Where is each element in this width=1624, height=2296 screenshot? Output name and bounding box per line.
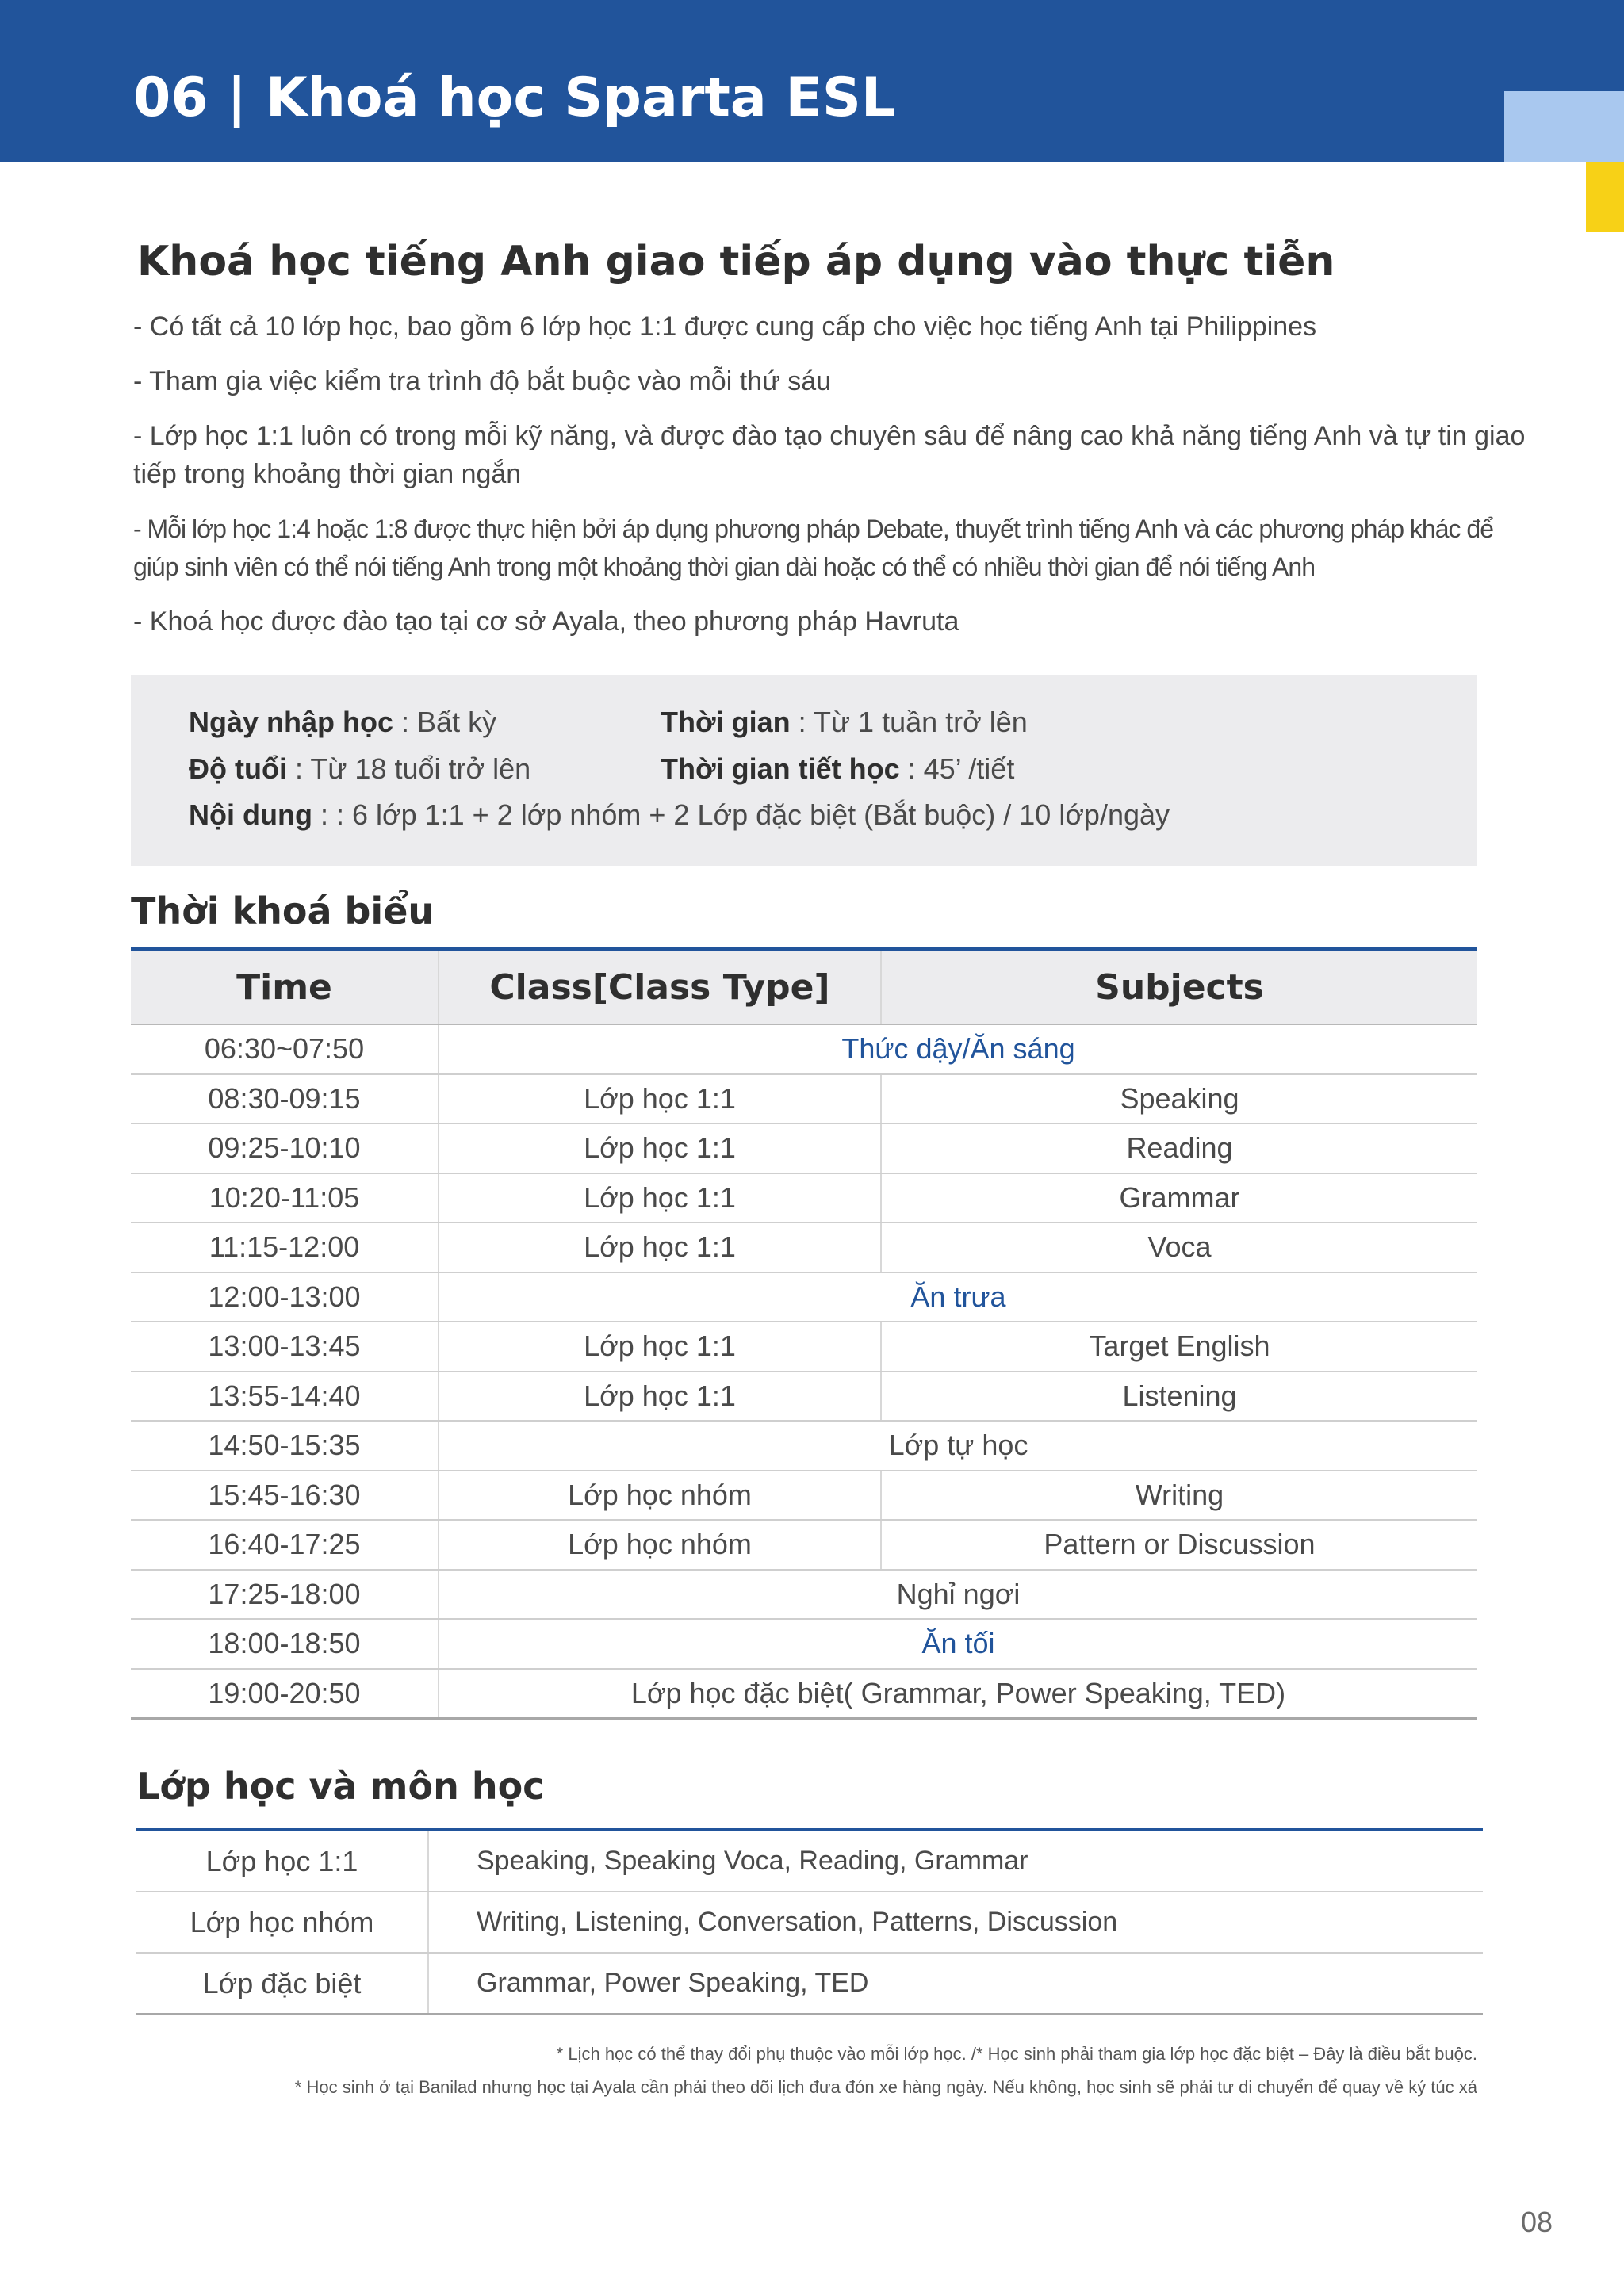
footnote: * Lịch học có thể thay đổi phụ thuộc vào mỗi lớp học. /* Học sinh phải tham gia lớp học đặc biệt – Đây là điều bắt buộc. (556, 2044, 1477, 2064)
table-row (131, 1024, 1477, 1074)
table-row (136, 1892, 1483, 1953)
class-name-cell: Lớp học 1:1 (136, 1830, 428, 1892)
activity-cell: Lớp tự học (439, 1421, 1477, 1471)
table-row (131, 1619, 1477, 1669)
activity-cell: Nghỉ ngơi (439, 1570, 1477, 1620)
subject-cell: Speaking (881, 1074, 1477, 1124)
table-row (136, 1953, 1483, 2015)
subject-cell: Writing (881, 1471, 1477, 1521)
table-row (136, 1830, 1483, 1892)
schedule-body (131, 1024, 1477, 1719)
subject-cell: Pattern or Discussion (881, 1520, 1477, 1570)
intro-bullet-list (133, 308, 1529, 657)
bullet-item: - Lớp học 1:1 luôn có trong mỗi kỹ năng, và được đào tạo chuyên sâu để nâng cao khả năng tiếng Anh và tự tin giao tiếp trong khoảng thời gian ngắn (133, 421, 1526, 489)
section-heading-intro: Khoá học tiếng Anh giao tiếp áp dụng vào thực tiễn (137, 238, 1335, 285)
info-enroll-label: Ngày nhập học (189, 706, 394, 738)
info-age (189, 752, 530, 786)
info-lesson-label: Thời gian tiết học (661, 752, 900, 785)
activity-cell: Lớp học đặc biệt( Grammar, Power Speaking, TED) (439, 1669, 1477, 1719)
time-cell: 10:20-11:05 (131, 1173, 439, 1223)
info-age-label: Độ tuổi (189, 752, 287, 785)
activity-cell: Ăn tối (439, 1619, 1477, 1669)
class-type-cell: Lớp học 1:1 (439, 1223, 881, 1272)
class-name-cell: Lớp đặc biệt (136, 1953, 428, 2015)
time-cell: 09:25-10:10 (131, 1123, 439, 1173)
info-duration-value: : Từ 1 tuần trở lên (790, 706, 1028, 738)
time-cell: 15:45-16:30 (131, 1471, 439, 1521)
class-type-cell: Lớp học 1:1 (439, 1322, 881, 1372)
info-lesson (661, 752, 1014, 786)
class-subjects-cell: Speaking, Speaking Voca, Reading, Grammar (428, 1830, 1483, 1892)
activity-cell: Thức dậy/Ăn sáng (439, 1024, 1477, 1074)
subject-cell: Listening (881, 1372, 1477, 1422)
table-row (131, 1520, 1477, 1570)
header-band (0, 0, 1624, 162)
class-type-cell: Lớp học 1:1 (439, 1173, 881, 1223)
class-type-cell: Lớp học 1:1 (439, 1123, 881, 1173)
time-cell: 12:00-13:00 (131, 1272, 439, 1322)
info-duration-label: Thời gian (661, 706, 791, 738)
table-row (131, 1322, 1477, 1372)
info-content-value: : : 6 lớp 1:1 + 2 lớp nhóm + 2 Lớp đặc biệt (Bắt buộc) / 10 lớp/ngày (312, 798, 1170, 831)
info-duration (661, 706, 1028, 739)
time-cell: 06:30~07:50 (131, 1024, 439, 1074)
section-heading-classes: Lớp học và môn học (136, 1765, 545, 1808)
schedule-header-row (131, 949, 1477, 1024)
class-subjects-cell: Writing, Listening, Conversation, Patterns, Discussion (428, 1892, 1483, 1953)
subject-cell: Target English (881, 1322, 1477, 1372)
course-info-box (131, 675, 1477, 866)
bullet-item: - Khoá học được đào tạo tại cơ sở Ayala, theo phương pháp Havruta (133, 607, 959, 637)
page-number: 08 (1520, 2206, 1553, 2238)
time-cell: 14:50-15:35 (131, 1421, 439, 1471)
time-cell: 11:15-12:00 (131, 1223, 439, 1272)
table-row (131, 1223, 1477, 1272)
time-cell: 08:30-09:15 (131, 1074, 439, 1124)
time-cell: 13:00-13:45 (131, 1322, 439, 1372)
subject-cell: Voca (881, 1223, 1477, 1272)
header-tab-accent (1586, 162, 1624, 232)
time-cell: 17:25-18:00 (131, 1570, 439, 1620)
table-row (131, 1372, 1477, 1422)
footnote: * Học sinh ở tại Banilad nhưng học tại Ayala cần phải theo dõi lịch đưa đón xe hàng ngày. Nếu không, học sinh sẽ phải tư di chuyển để quay về ký túc xá (294, 2077, 1477, 2097)
time-cell: 18:00-18:50 (131, 1619, 439, 1669)
bullet-item: - Tham gia việc kiểm tra trình độ bắt buộc vào mỗi thứ sáu (133, 366, 832, 396)
info-lesson-value: : 45’ /tiết (899, 752, 1015, 785)
info-content-label: Nội dung (189, 798, 312, 831)
class-type-cell: Lớp học nhóm (439, 1520, 881, 1570)
info-enroll (189, 706, 496, 739)
classes-table (136, 1828, 1483, 2015)
time-cell: 13:55-14:40 (131, 1372, 439, 1422)
class-type-cell: Lớp học 1:1 (439, 1372, 881, 1422)
table-row (131, 1421, 1477, 1471)
schedule-table (131, 947, 1477, 1720)
info-age-value: : Từ 18 tuổi trở lên (286, 752, 531, 785)
activity-cell: Ăn trưa (439, 1272, 1477, 1322)
table-row (131, 1173, 1477, 1223)
table-row (131, 1471, 1477, 1521)
class-subjects-cell: Grammar, Power Speaking, TED (428, 1953, 1483, 2015)
info-enroll-value: : Bất kỳ (393, 706, 497, 738)
column-header-class: Class[Class Type] (439, 949, 881, 1024)
time-cell: 19:00-20:50 (131, 1669, 439, 1719)
bullet-item: - Có tất cả 10 lớp học, bao gồm 6 lớp học 1:1 được cung cấp cho việc học tiếng Anh tại Philippines (133, 312, 1317, 342)
class-type-cell: Lớp học 1:1 (439, 1074, 881, 1124)
bullet-item: - Mỗi lớp học 1:4 hoặc 1:8 được thực hiện bởi áp dụng phương pháp Debate, thuyết trình tiếng Anh và các phương pháp khác để giúp sinh viên có thể nói tiếng Anh trong một khoảng thời gian dài hoặc có thể có nhiều thời gian để nói tiếng Anh (133, 515, 1493, 581)
table-row (131, 1570, 1477, 1620)
subject-cell: Reading (881, 1123, 1477, 1173)
table-row (131, 1074, 1477, 1124)
subject-cell: Grammar (881, 1173, 1477, 1223)
info-content (189, 798, 1170, 832)
column-header-time: Time (131, 949, 439, 1024)
section-heading-schedule: Thời khoá biểu (131, 890, 435, 932)
header-tab-light (1504, 91, 1624, 162)
time-cell: 16:40-17:25 (131, 1520, 439, 1570)
class-name-cell: Lớp học nhóm (136, 1892, 428, 1953)
class-type-cell: Lớp học nhóm (439, 1471, 881, 1521)
page-title: 06 | Khoá học Sparta ESL (133, 67, 896, 129)
table-row (131, 1669, 1477, 1719)
table-row (131, 1123, 1477, 1173)
column-header-subjects: Subjects (881, 949, 1477, 1024)
table-row (131, 1272, 1477, 1322)
